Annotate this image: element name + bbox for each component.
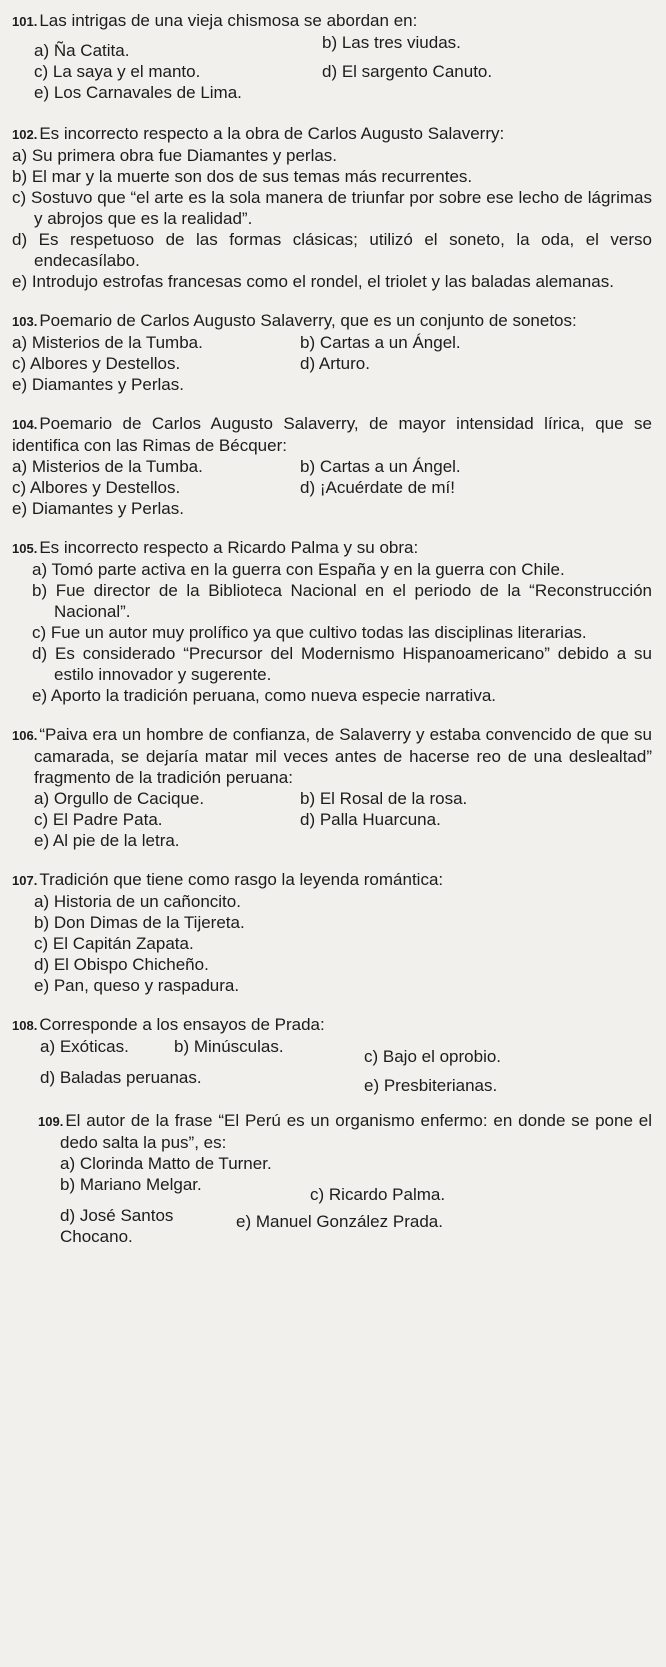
question-number: 105. bbox=[12, 541, 38, 556]
question-number: 106. bbox=[12, 728, 38, 743]
options bbox=[12, 32, 652, 103]
option-a: a) Orgullo de Cacique. bbox=[34, 789, 205, 808]
question-number: 104. bbox=[12, 417, 38, 432]
option-e: e) Introdujo estrofas francesas como el rondel, el triolet y las baladas alemanas. bbox=[12, 272, 614, 291]
option-d: d) ¡Acuérdate de mí! bbox=[300, 478, 455, 497]
option-d: d) Es considerado “Precursor del Modernismo Hispanoamericano” debido a su estilo innovador y sugerente. bbox=[32, 644, 652, 684]
option-a: a) Clorinda Matto de Turner. bbox=[60, 1154, 272, 1173]
option-b: b) Cartas a un Ángel. bbox=[300, 333, 461, 352]
options bbox=[12, 788, 652, 851]
question-number: 108. bbox=[12, 1018, 38, 1033]
option-c: c) El Padre Pata. bbox=[34, 810, 163, 829]
question-number: 102. bbox=[12, 127, 38, 142]
option-c: c) La saya y el manto. bbox=[34, 62, 201, 81]
question-stem: Las intrigas de una vieja chismosa se abordan en: bbox=[39, 11, 418, 30]
options bbox=[12, 145, 652, 292]
question-number: 101. bbox=[12, 14, 38, 29]
option-a: a) Misterios de la Tumba. bbox=[12, 457, 203, 476]
question-number: 109. bbox=[38, 1114, 64, 1129]
options bbox=[12, 559, 652, 706]
question-102 bbox=[12, 123, 652, 292]
option-b: b) Cartas a un Ángel. bbox=[300, 457, 461, 476]
option-e: e) Manuel González Prada. bbox=[236, 1212, 443, 1231]
option-c: c) Bajo el oprobio. bbox=[364, 1047, 502, 1066]
option-e: e) Los Carnavales de Lima. bbox=[34, 83, 242, 102]
option-e: e) Presbiterianas. bbox=[364, 1076, 498, 1095]
question-103 bbox=[12, 310, 652, 395]
option-b: b) Mariano Melgar. bbox=[60, 1175, 202, 1194]
option-d: d) Baladas peruanas. bbox=[40, 1068, 202, 1087]
option-b: b) El mar y la muerte son dos de sus temas más recurrentes. bbox=[12, 167, 473, 186]
option-e: e) Diamantes y Perlas. bbox=[12, 499, 184, 518]
option-b: b) Minúsculas. bbox=[174, 1037, 284, 1056]
question-stem: Poemario de Carlos Augusto Salaverry, que es un conjunto de sonetos: bbox=[39, 311, 577, 330]
question-104 bbox=[12, 413, 652, 519]
question-stem: Corresponde a los ensayos de Prada: bbox=[39, 1015, 325, 1034]
option-a: a) Ña Catita. bbox=[34, 41, 130, 60]
options bbox=[12, 891, 652, 996]
options bbox=[12, 1036, 652, 1096]
option-a: a) Misterios de la Tumba. bbox=[12, 333, 203, 352]
option-b: b) Don Dimas de la Tijereta. bbox=[34, 913, 245, 932]
option-d: d) Arturo. bbox=[300, 354, 370, 373]
options bbox=[12, 456, 652, 519]
option-a: a) Historia de un cañoncito. bbox=[34, 892, 241, 911]
option-c: c) Albores y Destellos. bbox=[12, 354, 181, 373]
options bbox=[12, 1153, 652, 1247]
question-105 bbox=[12, 537, 652, 706]
option-c: c) Ricardo Palma. bbox=[310, 1185, 446, 1204]
option-d: d) José Santos Chocano. bbox=[60, 1206, 174, 1246]
option-e: e) Diamantes y Perlas. bbox=[12, 375, 184, 394]
question-101 bbox=[12, 10, 652, 103]
option-a: a) Tomó parte activa en la guerra con España y en la guerra con Chile. bbox=[32, 560, 565, 579]
option-c: c) Sostuvo que “el arte es la sola manera de triunfar por sobre ese lecho de lágrimas y abrojos que es la realidad”. bbox=[12, 188, 652, 228]
option-e: e) Pan, queso y raspadura. bbox=[34, 976, 240, 995]
question-stem: “Paiva era un hombre de confianza, de Salaverry y estaba convencido de que su camarada, se dejaría matar mil veces antes de hacerse reo de una deslealtad” fragmento de la tradición peruana: bbox=[34, 725, 652, 787]
question-number: 103. bbox=[12, 314, 38, 329]
option-b: b) El Rosal de la rosa. bbox=[300, 789, 468, 808]
options bbox=[12, 332, 652, 395]
option-c: c) Fue un autor muy prolífico ya que cultivo todas las disciplinas literarias. bbox=[32, 623, 587, 642]
question-stem: Es incorrecto respecto a la obra de Carlos Augusto Salaverry: bbox=[39, 124, 505, 143]
option-b: b) Las tres viudas. bbox=[322, 33, 461, 52]
question-stem: Es incorrecto respecto a Ricardo Palma y su obra: bbox=[39, 538, 419, 557]
question-stem: Poemario de Carlos Augusto Salaverry, de mayor intensidad lírica, que se identifica con las Rimas de Bécquer: bbox=[12, 414, 652, 455]
question-107 bbox=[12, 869, 652, 996]
option-d: d) Palla Huarcuna. bbox=[300, 810, 441, 829]
question-109 bbox=[12, 1110, 652, 1247]
option-b: b) Fue director de la Biblioteca Nacional en el periodo de la “Reconstrucción Nacional”. bbox=[32, 581, 652, 621]
option-d: d) Es respetuoso de las formas clásicas; utilizó el soneto, la oda, el verso endecasílabo. bbox=[12, 230, 652, 270]
question-108 bbox=[12, 1014, 652, 1096]
question-stem: Tradición que tiene como rasgo la leyenda romántica: bbox=[39, 870, 444, 889]
option-e: e) Aporto la tradición peruana, como nueva especie narrativa. bbox=[32, 686, 496, 705]
option-d: d) El Obispo Chicheño. bbox=[34, 955, 209, 974]
option-c: c) Albores y Destellos. bbox=[12, 478, 181, 497]
option-d: d) El sargento Canuto. bbox=[322, 62, 493, 81]
question-106 bbox=[12, 724, 652, 851]
option-e: e) Al pie de la letra. bbox=[34, 831, 180, 850]
question-stem: El autor de la frase “El Perú es un organismo enfermo: en donde se pone el dedo salta la pus”, es: bbox=[60, 1111, 652, 1152]
question-number: 107. bbox=[12, 873, 38, 888]
option-c: c) El Capitán Zapata. bbox=[34, 934, 194, 953]
option-a: a) Exóticas. bbox=[40, 1037, 129, 1056]
option-a: a) Su primera obra fue Diamantes y perlas. bbox=[12, 146, 338, 165]
